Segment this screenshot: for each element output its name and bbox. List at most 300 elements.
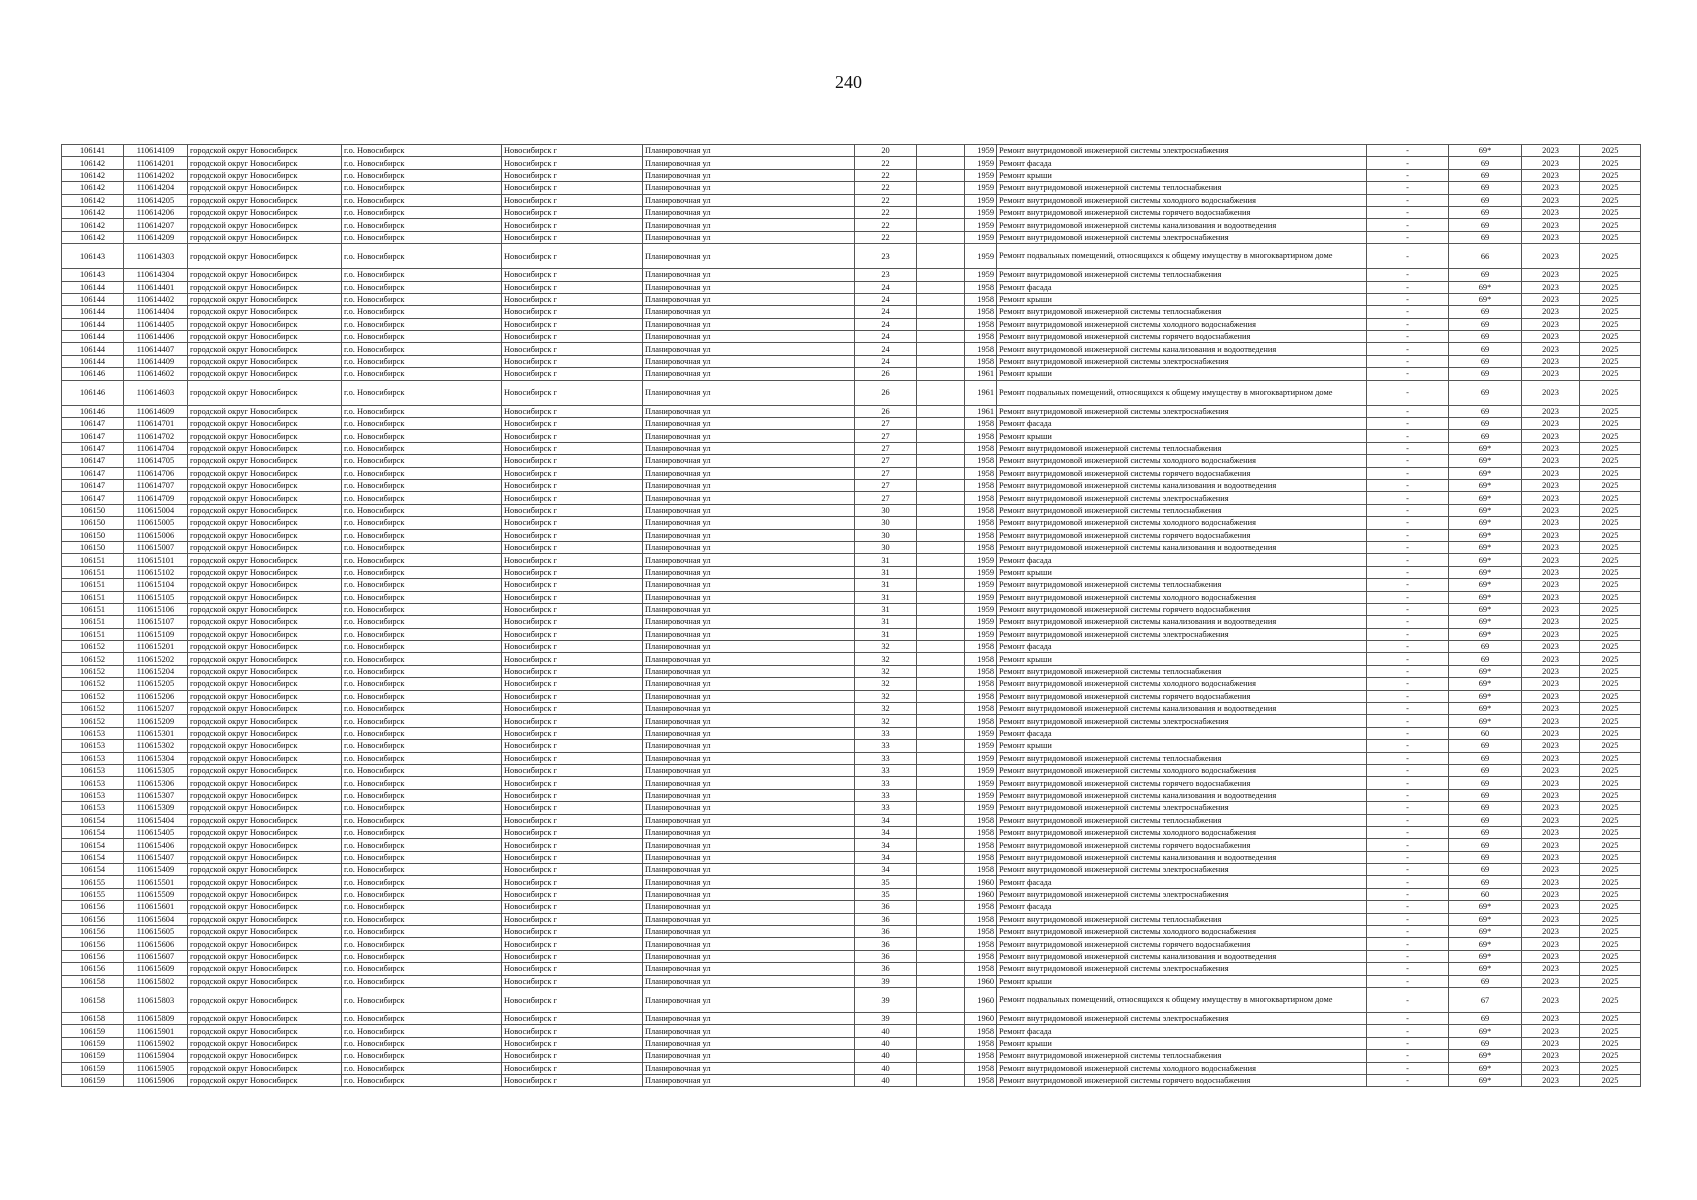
- municipality-cell: городской округ Новосибирск: [188, 789, 342, 801]
- cost-cell: 69*: [1449, 517, 1522, 529]
- settlement-cell: г.о. Новосибирск: [342, 814, 502, 826]
- street-cell: Планировочная ул: [643, 653, 855, 665]
- table-row: [62, 306, 1641, 318]
- table-row: [62, 603, 1641, 615]
- locality-cell: Новосибирск г: [502, 231, 643, 243]
- year-built-cell: 1959: [965, 740, 997, 752]
- year-end-cell: 2025: [1580, 789, 1641, 801]
- code-cell: 110614304: [124, 269, 188, 281]
- house-cell: 23: [855, 244, 917, 269]
- year-end-cell: 2025: [1580, 628, 1641, 640]
- dash-cell: -: [1367, 455, 1449, 467]
- street-cell: Планировочная ул: [643, 826, 855, 838]
- house-cell: 33: [855, 777, 917, 789]
- dash-cell: -: [1367, 541, 1449, 553]
- cost-cell: 69: [1449, 318, 1522, 330]
- year-end-cell: 2025: [1580, 690, 1641, 702]
- cost-cell: 69*: [1449, 281, 1522, 293]
- table-row: [62, 950, 1641, 962]
- house-cell: 22: [855, 206, 917, 218]
- code-cell: 110615006: [124, 529, 188, 541]
- locality-cell: Новосибирск г: [502, 913, 643, 925]
- year-built-cell: 1959: [965, 727, 997, 739]
- code-cell: 110614609: [124, 405, 188, 417]
- table-row: [62, 405, 1641, 417]
- house-cell: 40: [855, 1050, 917, 1062]
- dash-cell: -: [1367, 603, 1449, 615]
- house-cell: 40: [855, 1074, 917, 1086]
- house-cell: 22: [855, 182, 917, 194]
- locality-cell: Новосибирск г: [502, 145, 643, 157]
- year-end-cell: 2025: [1580, 554, 1641, 566]
- building-cell: [917, 145, 965, 157]
- locality-cell: Новосибирск г: [502, 802, 643, 814]
- settlement-cell: г.о. Новосибирск: [342, 455, 502, 467]
- building-cell: [917, 343, 965, 355]
- settlement-cell: г.о. Новосибирск: [342, 479, 502, 491]
- building-cell: [917, 591, 965, 603]
- cost-cell: 69: [1449, 740, 1522, 752]
- table-row: [62, 988, 1641, 1013]
- dash-cell: -: [1367, 231, 1449, 243]
- municipality-cell: городской округ Новосибирск: [188, 876, 342, 888]
- locality-cell: Новосибирск г: [502, 405, 643, 417]
- municipality-cell: городской округ Новосибирск: [188, 306, 342, 318]
- settlement-cell: г.о. Новосибирск: [342, 802, 502, 814]
- code-cell: 110615904: [124, 1050, 188, 1062]
- building-cell: [917, 492, 965, 504]
- house-cell: 32: [855, 641, 917, 653]
- municipality-cell: городской округ Новосибирск: [188, 888, 342, 900]
- work-type-cell: Ремонт внутридомовой инженерной системы холодного водоснабжения: [997, 826, 1367, 838]
- municipality-cell: городской округ Новосибирск: [188, 641, 342, 653]
- street-cell: Планировочная ул: [643, 206, 855, 218]
- table-row: [62, 703, 1641, 715]
- year-built-cell: 1959: [965, 628, 997, 640]
- table-row: [62, 802, 1641, 814]
- year-built-cell: 1958: [965, 901, 997, 913]
- work-type-cell: Ремонт крыши: [997, 566, 1367, 578]
- dash-cell: -: [1367, 975, 1449, 987]
- dash-cell: -: [1367, 1013, 1449, 1025]
- code-cell: 110615105: [124, 591, 188, 603]
- dash-cell: -: [1367, 913, 1449, 925]
- code-cell: 110615106: [124, 603, 188, 615]
- dash-cell: -: [1367, 901, 1449, 913]
- building-cell: [917, 764, 965, 776]
- cost-cell: 69: [1449, 876, 1522, 888]
- street-cell: Планировочная ул: [643, 355, 855, 367]
- dash-cell: -: [1367, 876, 1449, 888]
- dash-cell: -: [1367, 430, 1449, 442]
- locality-cell: Новосибирск г: [502, 653, 643, 665]
- house-cell: 34: [855, 851, 917, 863]
- code-cell: 110615209: [124, 715, 188, 727]
- work-type-cell: Ремонт внутридомовой инженерной системы канализования и водоотведения: [997, 343, 1367, 355]
- house-cell: 40: [855, 1062, 917, 1074]
- year-start-cell: 2023: [1522, 901, 1580, 913]
- year-start-cell: 2023: [1522, 1037, 1580, 1049]
- cost-cell: 69*: [1449, 1050, 1522, 1062]
- house-cell: 27: [855, 492, 917, 504]
- locality-cell: Новосибирск г: [502, 368, 643, 380]
- locality-cell: Новосибирск г: [502, 529, 643, 541]
- work-type-cell: Ремонт внутридомовой инженерной системы холодного водоснабжения: [997, 455, 1367, 467]
- table-row: [62, 430, 1641, 442]
- year-start-cell: 2023: [1522, 839, 1580, 851]
- cost-cell: 69: [1449, 851, 1522, 863]
- settlement-cell: г.о. Новосибирск: [342, 1074, 502, 1086]
- table-row: [62, 343, 1641, 355]
- code-cell: 110614206: [124, 206, 188, 218]
- cost-cell: 69: [1449, 368, 1522, 380]
- municipality-cell: городской округ Новосибирск: [188, 182, 342, 194]
- cost-cell: 69*: [1449, 665, 1522, 677]
- municipality-cell: городской округ Новосибирск: [188, 281, 342, 293]
- table-row: [62, 467, 1641, 479]
- year-start-cell: 2023: [1522, 231, 1580, 243]
- work-type-cell: Ремонт внутридомовой инженерной системы холодного водоснабжения: [997, 591, 1367, 603]
- year-built-cell: 1958: [965, 318, 997, 330]
- settlement-cell: г.о. Новосибирск: [342, 665, 502, 677]
- street-cell: Планировочная ул: [643, 913, 855, 925]
- work-type-cell: Ремонт внутридомовой инженерной системы горячего водоснабжения: [997, 603, 1367, 615]
- code-cell: 110615404: [124, 814, 188, 826]
- table-row: [62, 752, 1641, 764]
- year-built-cell: 1961: [965, 368, 997, 380]
- year-start-cell: 2023: [1522, 455, 1580, 467]
- object-id-cell: 106156: [62, 963, 124, 975]
- settlement-cell: г.о. Новосибирск: [342, 380, 502, 405]
- settlement-cell: г.о. Новосибирск: [342, 529, 502, 541]
- object-id-cell: 106152: [62, 690, 124, 702]
- year-built-cell: 1958: [965, 343, 997, 355]
- cost-cell: 69*: [1449, 690, 1522, 702]
- municipality-cell: городской округ Новосибирск: [188, 591, 342, 603]
- street-cell: Планировочная ул: [643, 678, 855, 690]
- dash-cell: -: [1367, 665, 1449, 677]
- street-cell: Планировочная ул: [643, 380, 855, 405]
- table-row: [62, 269, 1641, 281]
- object-id-cell: 106144: [62, 343, 124, 355]
- table-row: [62, 368, 1641, 380]
- municipality-cell: городской округ Новосибирск: [188, 492, 342, 504]
- locality-cell: Новосибирск г: [502, 169, 643, 181]
- cost-cell: 69*: [1449, 504, 1522, 516]
- object-id-cell: 106150: [62, 529, 124, 541]
- locality-cell: Новосибирск г: [502, 764, 643, 776]
- object-id-cell: 106142: [62, 157, 124, 169]
- code-cell: 110614204: [124, 182, 188, 194]
- locality-cell: Новосибирск г: [502, 963, 643, 975]
- table-row: [62, 331, 1641, 343]
- building-cell: [917, 1025, 965, 1037]
- dash-cell: -: [1367, 1074, 1449, 1086]
- dash-cell: -: [1367, 182, 1449, 194]
- cost-cell: 69: [1449, 182, 1522, 194]
- table-row: [62, 641, 1641, 653]
- code-cell: 110614201: [124, 157, 188, 169]
- object-id-cell: 106155: [62, 888, 124, 900]
- building-cell: [917, 479, 965, 491]
- locality-cell: Новосибирск г: [502, 950, 643, 962]
- code-cell: 110614207: [124, 219, 188, 231]
- code-cell: 110615809: [124, 1013, 188, 1025]
- locality-cell: Новосибирск г: [502, 628, 643, 640]
- object-id-cell: 106158: [62, 1013, 124, 1025]
- cost-cell: 69: [1449, 219, 1522, 231]
- object-id-cell: 106144: [62, 293, 124, 305]
- year-start-cell: 2023: [1522, 554, 1580, 566]
- house-cell: 39: [855, 1013, 917, 1025]
- work-type-cell: Ремонт внутридомовой инженерной системы электроснабжения: [997, 1013, 1367, 1025]
- work-type-cell: Ремонт внутридомовой инженерной системы электроснабжения: [997, 888, 1367, 900]
- work-type-cell: Ремонт внутридомовой инженерной системы канализования и водоотведения: [997, 219, 1367, 231]
- building-cell: [917, 789, 965, 801]
- settlement-cell: г.о. Новосибирск: [342, 727, 502, 739]
- work-type-cell: Ремонт внутридомовой инженерной системы горячего водоснабжения: [997, 839, 1367, 851]
- building-cell: [917, 963, 965, 975]
- municipality-cell: городской округ Новосибирск: [188, 703, 342, 715]
- settlement-cell: г.о. Новосибирск: [342, 950, 502, 962]
- locality-cell: Новосибирск г: [502, 157, 643, 169]
- work-type-cell: Ремонт внутридомовой инженерной системы электроснабжения: [997, 145, 1367, 157]
- object-id-cell: 106154: [62, 851, 124, 863]
- table-row: [62, 418, 1641, 430]
- year-start-cell: 2023: [1522, 591, 1580, 603]
- table-row: [62, 318, 1641, 330]
- settlement-cell: г.о. Новосибирск: [342, 641, 502, 653]
- street-cell: Планировочная ул: [643, 430, 855, 442]
- code-cell: 110615509: [124, 888, 188, 900]
- table-row: [62, 517, 1641, 529]
- municipality-cell: городской округ Новосибирск: [188, 380, 342, 405]
- dash-cell: -: [1367, 814, 1449, 826]
- building-cell: [917, 467, 965, 479]
- year-built-cell: 1958: [965, 864, 997, 876]
- building-cell: [917, 876, 965, 888]
- object-id-cell: 106147: [62, 479, 124, 491]
- cost-cell: 67: [1449, 988, 1522, 1013]
- settlement-cell: г.о. Новосибирск: [342, 628, 502, 640]
- year-start-cell: 2023: [1522, 145, 1580, 157]
- work-type-cell: Ремонт фасада: [997, 418, 1367, 430]
- municipality-cell: городской округ Новосибирск: [188, 727, 342, 739]
- work-type-cell: Ремонт внутридомовой инженерной системы электроснабжения: [997, 963, 1367, 975]
- cost-cell: 69*: [1449, 938, 1522, 950]
- year-start-cell: 2023: [1522, 1074, 1580, 1086]
- year-built-cell: 1960: [965, 888, 997, 900]
- building-cell: [917, 380, 965, 405]
- dash-cell: -: [1367, 368, 1449, 380]
- locality-cell: Новосибирск г: [502, 430, 643, 442]
- locality-cell: Новосибирск г: [502, 988, 643, 1013]
- settlement-cell: г.о. Новосибирск: [342, 492, 502, 504]
- municipality-cell: городской округ Новосибирск: [188, 169, 342, 181]
- code-cell: 110615609: [124, 963, 188, 975]
- cost-cell: 69: [1449, 206, 1522, 218]
- object-id-cell: 106159: [62, 1050, 124, 1062]
- locality-cell: Новосибирск г: [502, 281, 643, 293]
- municipality-cell: городской округ Новосибирск: [188, 455, 342, 467]
- code-cell: 110614707: [124, 479, 188, 491]
- work-type-cell: Ремонт крыши: [997, 430, 1367, 442]
- street-cell: Планировочная ул: [643, 169, 855, 181]
- building-cell: [917, 950, 965, 962]
- table-row: [62, 814, 1641, 826]
- locality-cell: Новосибирск г: [502, 975, 643, 987]
- year-start-cell: 2023: [1522, 492, 1580, 504]
- code-cell: 110615306: [124, 777, 188, 789]
- dash-cell: -: [1367, 888, 1449, 900]
- work-type-cell: Ремонт подвальных помещений, относящихся к общему имуществу в многоквартирном доме: [997, 380, 1367, 405]
- table-row: [62, 231, 1641, 243]
- table-row: [62, 938, 1641, 950]
- municipality-cell: городской округ Новосибирск: [188, 913, 342, 925]
- dash-cell: -: [1367, 628, 1449, 640]
- table-row: [62, 591, 1641, 603]
- municipality-cell: городской округ Новосибирск: [188, 1050, 342, 1062]
- table-row: [62, 665, 1641, 677]
- work-type-cell: Ремонт внутридомовой инженерной системы теплоснабжения: [997, 814, 1367, 826]
- locality-cell: Новосибирск г: [502, 355, 643, 367]
- year-end-cell: 2025: [1580, 752, 1641, 764]
- cost-cell: 69*: [1449, 492, 1522, 504]
- cost-cell: 69: [1449, 1013, 1522, 1025]
- municipality-cell: городской округ Новосибирск: [188, 1025, 342, 1037]
- building-cell: [917, 318, 965, 330]
- cost-cell: 69*: [1449, 554, 1522, 566]
- street-cell: Планировочная ул: [643, 194, 855, 206]
- cost-cell: 69: [1449, 380, 1522, 405]
- house-cell: 20: [855, 145, 917, 157]
- table-row: [62, 244, 1641, 269]
- settlement-cell: г.о. Новосибирск: [342, 826, 502, 838]
- table-row: [62, 1037, 1641, 1049]
- cost-cell: 69*: [1449, 579, 1522, 591]
- year-end-cell: 2025: [1580, 715, 1641, 727]
- building-cell: [917, 814, 965, 826]
- year-start-cell: 2023: [1522, 628, 1580, 640]
- code-cell: 110615202: [124, 653, 188, 665]
- locality-cell: Новосибирск г: [502, 727, 643, 739]
- code-cell: 110615405: [124, 826, 188, 838]
- settlement-cell: г.о. Новосибирск: [342, 839, 502, 851]
- cost-cell: 69*: [1449, 628, 1522, 640]
- building-cell: [917, 653, 965, 665]
- settlement-cell: г.о. Новосибирск: [342, 789, 502, 801]
- object-id-cell: 106152: [62, 641, 124, 653]
- municipality-cell: городской округ Новосибирск: [188, 529, 342, 541]
- year-start-cell: 2023: [1522, 244, 1580, 269]
- table-row: [62, 1074, 1641, 1086]
- house-cell: 35: [855, 888, 917, 900]
- municipality-cell: городской округ Новосибирск: [188, 331, 342, 343]
- settlement-cell: г.о. Новосибирск: [342, 206, 502, 218]
- work-type-cell: Ремонт внутридомовой инженерной системы холодного водоснабжения: [997, 194, 1367, 206]
- year-built-cell: 1959: [965, 603, 997, 615]
- year-built-cell: 1958: [965, 281, 997, 293]
- building-cell: [917, 1037, 965, 1049]
- year-end-cell: 2025: [1580, 888, 1641, 900]
- code-cell: 110615803: [124, 988, 188, 1013]
- cost-cell: 69: [1449, 169, 1522, 181]
- street-cell: Планировочная ул: [643, 244, 855, 269]
- house-cell: 34: [855, 814, 917, 826]
- year-built-cell: 1958: [965, 826, 997, 838]
- municipality-cell: городской округ Новосибирск: [188, 541, 342, 553]
- year-end-cell: 2025: [1580, 368, 1641, 380]
- year-built-cell: 1958: [965, 529, 997, 541]
- year-built-cell: 1958: [965, 293, 997, 305]
- object-id-cell: 106153: [62, 727, 124, 739]
- work-type-cell: Ремонт внутридомовой инженерной системы электроснабжения: [997, 405, 1367, 417]
- locality-cell: Новосибирск г: [502, 479, 643, 491]
- building-cell: [917, 690, 965, 702]
- settlement-cell: г.о. Новосибирск: [342, 888, 502, 900]
- street-cell: Планировочная ул: [643, 864, 855, 876]
- year-start-cell: 2023: [1522, 851, 1580, 863]
- municipality-cell: городской округ Новосибирск: [188, 293, 342, 305]
- house-cell: 27: [855, 430, 917, 442]
- settlement-cell: г.о. Новосибирск: [342, 231, 502, 243]
- year-built-cell: 1958: [965, 1025, 997, 1037]
- dash-cell: -: [1367, 777, 1449, 789]
- cost-cell: 60: [1449, 888, 1522, 900]
- street-cell: Планировочная ул: [643, 1013, 855, 1025]
- object-id-cell: 106144: [62, 318, 124, 330]
- settlement-cell: г.о. Новосибирск: [342, 145, 502, 157]
- locality-cell: Новосибирск г: [502, 1050, 643, 1062]
- year-built-cell: 1958: [965, 517, 997, 529]
- locality-cell: Новосибирск г: [502, 343, 643, 355]
- year-end-cell: 2025: [1580, 926, 1641, 938]
- cost-cell: 69*: [1449, 541, 1522, 553]
- street-cell: Планировочная ул: [643, 479, 855, 491]
- locality-cell: Новосибирск г: [502, 293, 643, 305]
- dash-cell: -: [1367, 331, 1449, 343]
- table-row: [62, 777, 1641, 789]
- building-cell: [917, 442, 965, 454]
- table-row: [62, 839, 1641, 851]
- year-start-cell: 2023: [1522, 541, 1580, 553]
- locality-cell: Новосибирск г: [502, 641, 643, 653]
- street-cell: Планировочная ул: [643, 1025, 855, 1037]
- house-cell: 34: [855, 826, 917, 838]
- object-id-cell: 106153: [62, 740, 124, 752]
- municipality-cell: городской округ Новосибирск: [188, 603, 342, 615]
- house-cell: 22: [855, 157, 917, 169]
- year-built-cell: 1958: [965, 950, 997, 962]
- object-id-cell: 106142: [62, 219, 124, 231]
- locality-cell: Новосибирск г: [502, 219, 643, 231]
- year-built-cell: 1958: [965, 331, 997, 343]
- cost-cell: 69*: [1449, 1074, 1522, 1086]
- dash-cell: -: [1367, 318, 1449, 330]
- dash-cell: -: [1367, 963, 1449, 975]
- object-id-cell: 106156: [62, 938, 124, 950]
- year-built-cell: 1958: [965, 703, 997, 715]
- year-start-cell: 2023: [1522, 777, 1580, 789]
- year-start-cell: 2023: [1522, 479, 1580, 491]
- dash-cell: -: [1367, 926, 1449, 938]
- building-cell: [917, 727, 965, 739]
- year-end-cell: 2025: [1580, 1013, 1641, 1025]
- settlement-cell: г.о. Новосибирск: [342, 467, 502, 479]
- code-cell: 110615004: [124, 504, 188, 516]
- object-id-cell: 106159: [62, 1074, 124, 1086]
- locality-cell: Новосибирск г: [502, 839, 643, 851]
